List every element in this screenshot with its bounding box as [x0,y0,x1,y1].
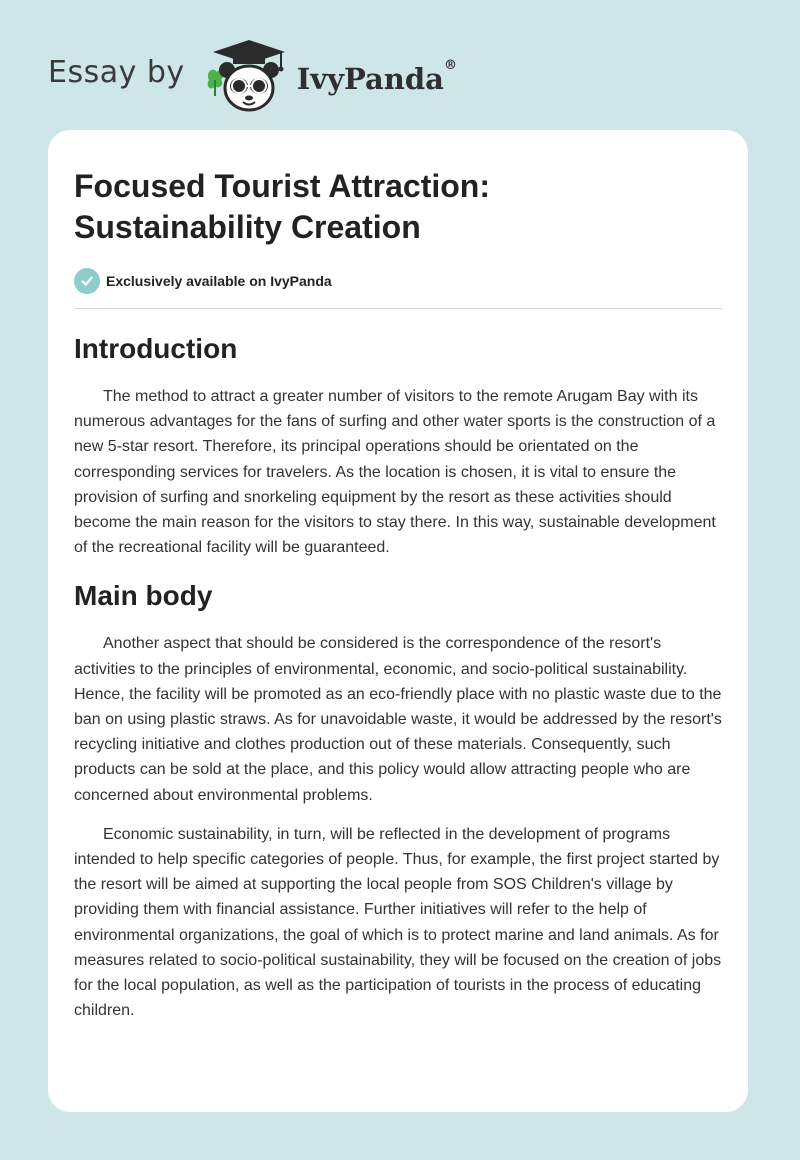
section-heading: Introduction [74,333,238,364]
exclusive-badge [74,268,722,309]
paragraph: The method to attract a greater number of visitors to the remote Arugam Bay with its numerous advantages for the fans of surfing and other water sports is the construction of a new 5-star resort. Therefore, its principal operations should be orientated on the corresponding services for travelers. As the location is chosen, it is vital to ensure the provision of surfing and snorkeling equipment by the resort as these activities should become the main reason for the visitors to stay there. In this way, sustainable development of the recreational facility will be guaranteed. [74,388,716,557]
essay-card [48,130,748,1112]
panda-logo-icon [203,36,293,116]
page-title [74,166,722,248]
brand-name: IvyPanda® [296,58,457,96]
paragraph: Economic sustainability, in turn, will be reflected in the development of programs intended to help specific categories of people. Thus, for example, the first project started by the resort will be aimed at supporting the local people from SOS Children's village by providing them with financial assistance. Further initiatives will refer to the help of environmental organizations, the goal of which is to protect marine and land animals. As for measures related to socio-political sustainability, they will be focused on the creation of jobs for the local population, as well as the participation of tourists in the process of educating children. [74,825,722,1020]
essay-by-label: Essay by [48,54,185,90]
title-line-2: Sustainability Creation [74,209,421,245]
exclusive-label: Exclusively available on IvyPanda [106,273,332,289]
check-icon [74,268,100,294]
paragraph: Another aspect that should be considered is the correspondence of the resort's activities to the principles of environmental, economic, and socio-political sustainability. Hence, the facility will be promoted as an eco-friendly place with no plastic waste due to the ban on using plastic straws. As for unavoidable waste, it would be addressed by the resort's recycling initiative and clothes production out of these materials. Consequently, such products can be sold at the place, and this policy would allow attracting people who are concerned about environmental problems. [74,635,722,804]
section-main-body [74,580,722,1023]
title-line-1: Focused Tourist Attraction: [74,168,490,204]
section-introduction [74,333,722,560]
section-heading: Main body [74,580,213,612]
site-header [48,36,457,116]
